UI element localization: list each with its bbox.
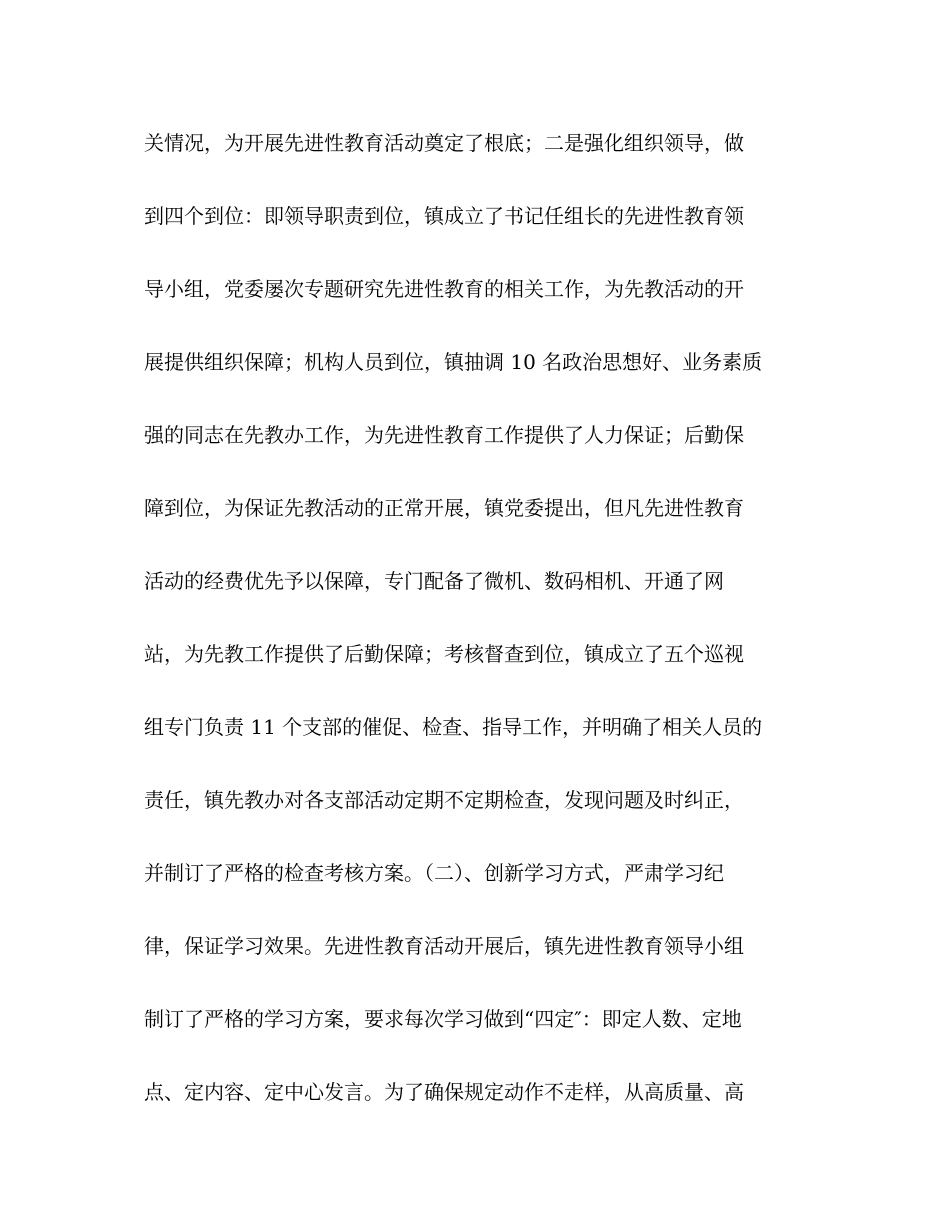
text-line-14: 点、定内容、定中心发言。为了确保规定动作不走样，从高质量、高 [144, 1080, 744, 1104]
text-line-2: 到四个到位：即领导职责到位，镇成立了书记任组长的先进性教育领 [144, 204, 744, 228]
text-line-9: 组专门负责 11 个支部的催促、检查、指导工作，并明确了相关人员的 [144, 715, 763, 739]
text-line-11: 并制订了严格的检查考核方案。（二）、创新学习方式，严肃学习纪 [144, 861, 724, 885]
text-line-6: 障到位，为保证先教活动的正常开展，镇党委提出，但凡先进性教育 [144, 496, 744, 520]
text-line-8: 站，为先教工作提供了后勤保障；考核督查到位，镇成立了五个巡视 [144, 642, 744, 666]
text-line-3: 导小组，党委屡次专题研究先进性教育的相关工作，为先教活动的开 [144, 277, 744, 301]
text-line-7: 活动的经费优先予以保障，专门配备了微机、数码相机、开通了网 [144, 569, 724, 593]
text-line-10: 责任，镇先教办对各支部活动定期不定期检查，发现问题及时纠正， [144, 788, 744, 812]
text-line-12: 律，保证学习效果。先进性教育活动开展后，镇先进性教育领导小组 [144, 934, 744, 958]
text-line-4: 展提供组织保障；机构人员到位，镇抽调 10 名政治思想好、业务素质 [144, 350, 763, 374]
text-line-5: 强的同志在先教办工作，为先进性教育工作提供了人力保证；后勤保 [144, 423, 744, 447]
text-line-1: 关情况，为开展先进性教育活动奠定了根底；二是强化组织领导，做 [144, 131, 744, 155]
text-line-13: 制订了严格的学习方案，要求每次学习做到“四定″：即定人数、定地 [144, 1007, 742, 1031]
